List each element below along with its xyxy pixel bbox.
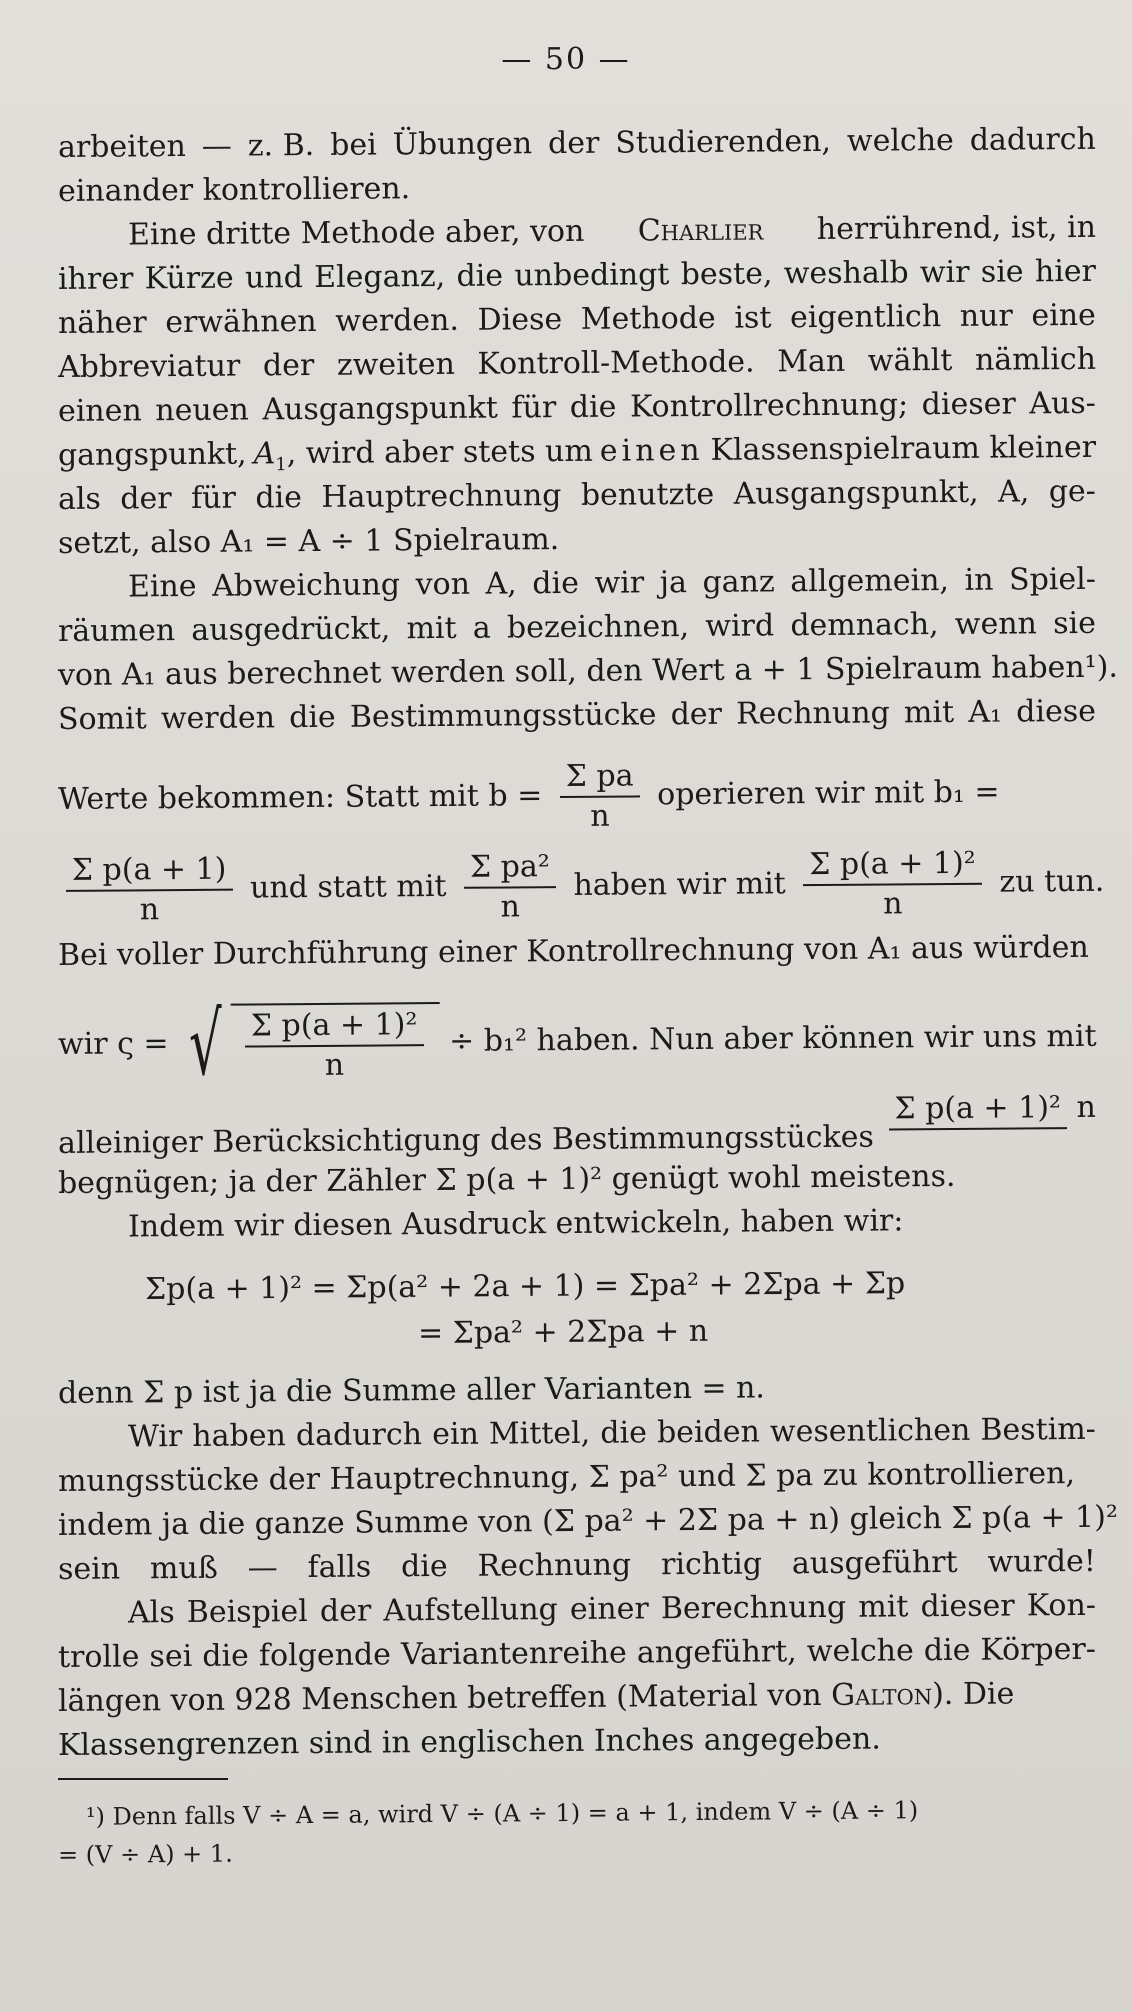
word: haben <box>192 1418 286 1454</box>
word: Bestim- <box>980 1411 1097 1448</box>
word: der <box>547 125 600 162</box>
text-line-8-a: gangspunkt, <box>57 436 247 473</box>
word: dadurch <box>969 121 1097 158</box>
word: Beispiel <box>186 1594 308 1630</box>
word: a <box>472 610 491 646</box>
text-line-13: von A₁ aus berechnet werden soll, den Wert a + 1 Spielraum haben¹). <box>57 649 1119 693</box>
text-line-29 <box>58 1674 1096 1722</box>
fraction-numerator: Σ p(a + 1)² <box>888 1089 1067 1130</box>
word: wenn <box>954 606 1038 642</box>
text-line-6 <box>58 340 1096 388</box>
word: Ausgangspunkt <box>262 390 499 428</box>
fraction-denominator: n <box>882 886 903 922</box>
author-charlier: Charlier <box>637 212 764 249</box>
word: neuen <box>155 392 249 429</box>
word: Berechnung <box>660 1589 847 1627</box>
fraction-denominator: n <box>1076 1089 1096 1125</box>
word: als <box>57 481 102 517</box>
text-line-4 <box>58 252 1096 300</box>
word: die <box>569 389 617 425</box>
word: mit <box>903 694 955 731</box>
word: — <box>201 128 232 164</box>
word: Eine <box>127 568 197 605</box>
word: zweiten <box>336 346 455 383</box>
word: Wir <box>127 1419 183 1455</box>
word: die <box>255 480 303 516</box>
word: mit <box>406 610 457 647</box>
word: eine <box>1031 297 1096 334</box>
word: erwähnen <box>165 303 317 341</box>
word: der <box>262 347 315 384</box>
word: welche <box>846 122 954 159</box>
word: die <box>456 258 504 294</box>
word: folgende <box>258 1637 392 1674</box>
word: hier <box>1034 253 1097 290</box>
word: sei <box>149 1638 193 1675</box>
word: die <box>400 1548 448 1585</box>
word: arbeiten <box>57 128 187 165</box>
word: Bestimmungsstücke <box>349 697 657 735</box>
word: wurde! <box>987 1543 1097 1580</box>
word: einen <box>57 393 142 429</box>
fraction-sum-pa <box>560 757 640 836</box>
word: sein <box>57 1551 121 1587</box>
text-line-18-b: haben. Nun aber können wir uns mit <box>536 1018 1097 1059</box>
text-line-27 <box>58 1586 1096 1634</box>
word: bezeichnen, <box>506 609 690 646</box>
word: Hauptrechnung <box>321 478 562 515</box>
word: der <box>319 1593 372 1629</box>
word: werden. <box>335 302 460 339</box>
text-line-8 <box>58 428 1096 476</box>
word: Abweichung <box>212 567 401 604</box>
word: Ausgangspunkt, <box>733 474 979 512</box>
word: näher <box>57 305 147 341</box>
text-line-16 <box>58 842 1105 930</box>
word: ausgeführt <box>791 1544 958 1582</box>
word: Als <box>127 1595 175 1631</box>
text-line-17: Bei voller Durchführung einer Kontrollrechnung von A₁ aus würden <box>57 929 1089 973</box>
fraction-numerator: Σ p(a + 1) <box>66 851 233 892</box>
word: mit <box>858 1589 909 1625</box>
equation-line-2: = Σpa² + 2Σpa + n <box>417 1313 709 1351</box>
word: A, <box>997 474 1030 510</box>
word: ganz <box>702 564 775 600</box>
text-line-19-a: alleiniger Berücksichtigung des Bestimmungsstückes <box>57 1119 874 1161</box>
symbol-a: A <box>253 436 276 472</box>
text-line-14 <box>58 692 1096 740</box>
word: A₁ <box>968 694 1003 730</box>
word: dieser <box>921 386 1016 423</box>
word: benutzte <box>580 476 715 513</box>
word: Abbreviatur <box>57 348 241 385</box>
text-line-20: begnügen; ja der Zähler Σ p(a + 1)² genügt wohl meistens. <box>57 1158 956 1201</box>
text-line-2: einander kontrollieren. <box>57 171 411 209</box>
word: die <box>600 1415 648 1451</box>
fraction-numerator: Σ p(a + 1)² <box>245 1006 424 1047</box>
word: Körper- <box>980 1631 1097 1668</box>
text-line-30: Klassengrenzen sind in englischen Inches angegeben. <box>57 1721 881 1763</box>
fraction-sum-p-a-plus-1-squared <box>803 845 982 924</box>
word: bei <box>330 127 377 163</box>
text-line-5 <box>58 296 1096 344</box>
text-line-21: Indem wir diesen Ausdruck entwickeln, haben wir: <box>127 1203 904 1245</box>
text-line-15-a: Werte bekommen: Statt mit b = <box>57 778 543 817</box>
word: Rechnung <box>736 695 890 732</box>
text-line-25: indem ja die ganze Summe von (Σ pa² + 2Σ pa + n) gleich Σ p(a + 1)² <box>57 1499 1119 1543</box>
word: Man <box>777 343 846 380</box>
word: die <box>923 1632 971 1669</box>
word: Diese <box>477 302 563 338</box>
word: von <box>415 566 471 603</box>
word: wir <box>594 565 645 601</box>
word: die <box>289 699 336 736</box>
text-line-3-b: herrührend, ist, in <box>816 209 1097 248</box>
word: ist <box>734 300 772 336</box>
word: sie <box>1053 605 1097 642</box>
word: muß <box>149 1550 218 1587</box>
author-galton: Galton <box>831 1677 933 1713</box>
fraction-denominator: n <box>590 798 610 834</box>
word: falls <box>307 1549 372 1586</box>
fraction-sum-p-a-plus-1 <box>66 851 233 930</box>
text-line-7 <box>58 384 1096 432</box>
word: diese <box>1016 693 1097 730</box>
word: für <box>190 480 237 516</box>
footnote-rule <box>58 1778 228 1780</box>
word: Kontroll-Methode. <box>477 344 755 382</box>
word: richtig <box>660 1546 763 1583</box>
equation-line-1: Σp(a + 1)² = Σp(a² + 2a + 1) = Σpa² + 2Σpa + Σp <box>144 1266 906 1307</box>
word: werden <box>160 700 276 737</box>
word: wählt <box>867 342 953 379</box>
word: ein <box>432 1416 479 1453</box>
text-line-16-a: und statt mit <box>249 868 447 906</box>
word: Kon- <box>1026 1587 1097 1624</box>
word: trolle <box>57 1639 140 1675</box>
fraction-denominator: n <box>324 1047 345 1083</box>
fraction-numerator: Σ pa² <box>464 848 556 889</box>
word: wesentlichen <box>769 1412 971 1450</box>
text-line-15-b: operieren wir mit b₁ = <box>657 774 1000 813</box>
footnote-line-1: ¹) Denn falls V ÷ A = a, wird V ÷ (A ÷ 1) = a + 1, indem V ÷ (A ÷ 1) <box>85 1796 919 1831</box>
word: ge- <box>1048 473 1097 510</box>
word: demnach, <box>790 607 939 644</box>
text-line-9 <box>58 472 1096 520</box>
text-line-8-b: , wird aber stets um <box>286 433 593 472</box>
word: Methode <box>580 300 716 337</box>
text-line-3 <box>58 208 1096 256</box>
text-line-10: setzt, also A₁ = A ÷ 1 Spielraum. <box>57 522 560 561</box>
word: z. B. <box>247 127 315 164</box>
word: sie <box>980 254 1024 290</box>
fraction-numerator: Σ pa <box>560 757 640 798</box>
word: der <box>120 481 172 517</box>
fraction-numerator: Σ p(a + 1)² <box>803 845 982 886</box>
text-line-23 <box>58 1410 1096 1458</box>
text-line-15 <box>58 752 1097 840</box>
word: eigentlich <box>789 299 942 336</box>
word: — <box>247 1550 278 1586</box>
word: Übungen <box>392 126 533 163</box>
word: nur <box>959 298 1013 334</box>
text-line-8-c: Klassenspielraum kleiner <box>710 429 1097 468</box>
word: welche <box>806 1633 914 1670</box>
text-line-18-a: wir ς = <box>57 1026 169 1062</box>
word: in <box>964 562 994 598</box>
word: Aufstellung <box>383 1592 558 1629</box>
text-line-18-tail: ÷ b₁² <box>448 1023 528 1059</box>
word: wir <box>919 254 970 291</box>
page-number: — 50 — <box>501 42 631 77</box>
word: Kürze <box>144 260 234 297</box>
word: Kontrollrechnung; <box>629 387 909 425</box>
footnote-line-2: = (V ÷ A) + 1. <box>57 1839 233 1869</box>
fraction-sum-pa-squared <box>464 848 556 927</box>
word: unbedingt <box>514 257 670 294</box>
word: weshalb <box>783 255 909 292</box>
spaced-einen: einen <box>599 432 704 469</box>
text-line-16-b: haben wir mit <box>573 866 786 903</box>
fraction-denominator: n <box>139 892 160 928</box>
word: ausgedrückt, <box>191 611 391 648</box>
text-line-12 <box>58 604 1096 652</box>
word: die <box>532 565 580 602</box>
text-line-22: denn Σ p ist ja die Summe aller Varianten = n. <box>57 1370 766 1411</box>
text-line-26 <box>58 1542 1096 1590</box>
text-line-29-a: längen von 928 Menschen betreffen (Material von <box>57 1678 822 1719</box>
word: Rechnung <box>477 1547 632 1584</box>
text-line-24: mungsstücke der Hauptrechnung, Σ pa² und Σ pa zu kontrollieren, <box>57 1456 1076 1499</box>
word: Variantenreihe <box>400 1635 627 1673</box>
word: nämlich <box>974 341 1097 378</box>
word: Aus- <box>1029 385 1097 422</box>
text-line-28 <box>58 1630 1096 1678</box>
word: räumen <box>57 613 176 649</box>
word: dadurch <box>295 1417 423 1454</box>
word: ihrer <box>57 261 134 297</box>
fraction-denominator: n <box>500 889 520 925</box>
text-line-3-a: Eine dritte Methode aber, von <box>127 213 585 253</box>
word: wird <box>705 608 775 644</box>
word: Mittel, <box>488 1415 591 1452</box>
text-line-11 <box>58 560 1096 608</box>
word: beiden <box>656 1414 761 1451</box>
text-line-29-b: ). Die <box>931 1676 1015 1713</box>
word: ja <box>659 565 688 601</box>
word: allgemein, <box>790 563 950 600</box>
text-line-16-c: zu tun. <box>999 863 1105 900</box>
radical-sign-icon: √ <box>188 994 223 1095</box>
word: für <box>511 390 557 426</box>
word: A, <box>485 566 517 602</box>
word: einer <box>569 1591 649 1627</box>
word: und <box>244 260 303 296</box>
word: der <box>670 696 723 733</box>
subscript-1: 1 <box>275 454 287 476</box>
word: die <box>202 1638 250 1674</box>
word: beste, <box>680 256 773 293</box>
word: Somit <box>57 701 147 737</box>
word: Spiel- <box>1008 561 1097 598</box>
word: Eleganz, <box>314 258 446 295</box>
text-line-1 <box>58 120 1096 168</box>
word: angeführt, <box>636 1634 797 1671</box>
word: Studierenden, <box>615 123 832 161</box>
word: dieser <box>920 1588 1015 1625</box>
